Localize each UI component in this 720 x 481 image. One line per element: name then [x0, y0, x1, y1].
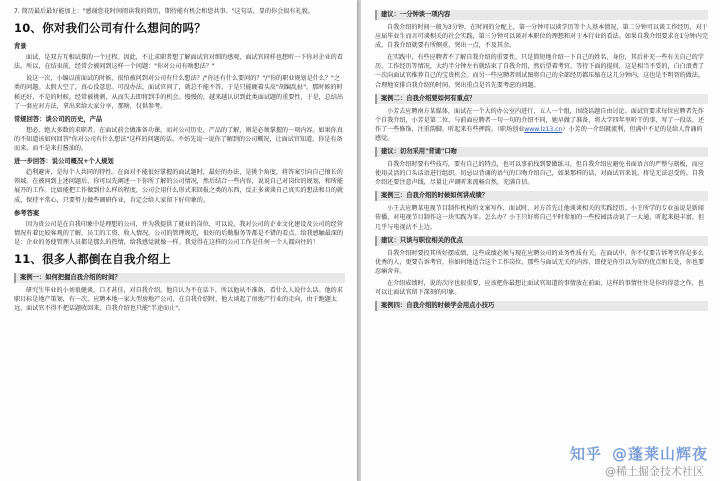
- suggestion-1-paragraph-1: 自我介绍的时间一般为3分钟，在时间的分配上，第一分钟可以谈学历等个人基本情况，第二分钟可以谈工作经历，对于应届毕业生而言可谈相关的社会实践，第三分钟可以谈对本职位的理想和对于本行业的看法。如果自我介绍要求在1分钟内完成，自我介绍就要有所侧重，突出一点，不及其余。: [375, 24, 708, 50]
- further-answer-title: 进一步回答：说公司概况+个人规划: [14, 158, 114, 166]
- suggestion-3-paragraph-2: 在介绍成绩时，说的次序也很重要，应该把你最想让面试官知道的事情放在前面，这样的事情往往是你的得意之作，也可以让面试官留下深刻的印象。: [375, 279, 704, 296]
- case-2-link[interactable]: www.lz13.cn: [524, 125, 563, 133]
- suggestion-2-title: 建议：切勿采用"背诵"口吻: [375, 147, 708, 157]
- case-2-paragraph: [375, 107, 708, 143]
- background-paragraph-2: 说这一次，小编以前面试的时候，很怕被问到对公司有什么想法？/"你还有什么要问的？"/"你的职业规划是什么？"之类的问题。太假大空了，真心没意思。可没办法，面试官问了，就总不能不答，于是只能硬着头皮"胡编乱扯"。那时候的时候还好，不是的时候，经常被挑刺，从而失去即将到手的机会。慢慢的，越来越认识到此类面试题的重要性，于是，总结出了一套应对方法，拿出来给大家分享，那啥，仅供参考。: [14, 75, 344, 110]
- case-3-paragraph: 小王去应聘某电视节目制作机构的文案写作，面试时，对方首先让他谈谈相关的实践经历。小王所学的专业虽说是新闻传播，对电视节目制作这一块实践为零。怎么办？小王只好将自己平时参加的一些校园活动说了一大通，听起来挺丰富，但几乎与电视沾不上边。: [375, 205, 705, 231]
- common-answer-title: 常规回答：谈公司的历史，产品: [14, 115, 103, 123]
- case-3-title: 案例三：自我介绍的时候如何讲成绩？: [375, 191, 708, 201]
- zhihu-logo: 知乎: [569, 444, 602, 463]
- reference-answer-paragraph: 因为贵公司是在自我印象中是理想的公司，并为我提供了就业的岗位，可以说，我对公司的企业文化建设及公司的经营情况有着比较客观的了解，员工的工资、收入情况，公司的管理规范，很好的后勤服务等都是不错的看点。给我感触最深的是：企业的务使管理人员都是那么的热情，给我感觉就像一样。我觉得在这样的公司工作是任何一个人都向往的！: [14, 220, 344, 246]
- common-answer-paragraph: 想必，绝大多数的求职者，在面试前会做准备功课，而对公司历史、产品的了解，则是必须掌握的一项内容。如果你真的不知道该如何回答"你对公司有什么想法"这样的问题的话，不妨先说一说你了解到的公司概况，让面试官知道，你是有备而来，而不是来打酱油的。: [14, 126, 343, 153]
- further-answer-paragraph: 趋利避害，是每个人共同的特性。在面对不能很好掌握的面试题时，最好的办法，是挑个角度，将答案引向自己擅长的领域。在被问到上述问题后，你可以先阐述一下你所了解的公司情况，然后结合一些内容，说说自己对岗位的规划，和所能展开的工作。比如能把工作做到什么样的程度，公司会用什么形式来回报之类的东西，反正多谈谈自己真实的想法和目的就成，保持平常心，只要努力做些调研作业，肯定会给人家留下好印象的。: [14, 169, 344, 204]
- watermark-author: @蓬莱山辉夜: [611, 444, 708, 463]
- background-paragraph-1: 面试，是双方互相试探的一个过程。因此，不让求职者想了解面试官对细的感观，面试官同样也想听一下你对企业的看法。所以，在结束前，经常会被问到这样一个问题："你对公司有啥想法？": [14, 54, 343, 71]
- left-page: [0, 0, 357, 481]
- suggestion-2-paragraph: 自我介绍时要有些技巧，要有自己的特点，也可以事前找到要做练习，但自我介绍应避免书面语言的严整与刻板，而应使用灵活的口头话语进行组织。切忌以背诵的语气的口吻介绍自己，如果那样的话，对面试官来说，将是无法忍受的。自我介绍还要注意声线，尽量让声调听来流畅自然，充满自信。: [375, 161, 705, 187]
- suggestion-1-paragraph-2: 在实践中，有些应聘者不了解自我介绍的重要性，只是简短地介绍一下自己的姓名、身份，其后补充一些有关自己的学历、工作经历等情况，大约半分钟左右就结束了自我介绍，然后望着考官，等待下面的提问，这是相当不妥的，白白浪费了一次向面试官推荐自己的宝贵机会。而另一些应聘者则试图将自己的全部经历都压缩在这几分钟内，这也是不明智的做法。合理地安排自我介绍的时间，突出重点是首先要考虑的问题。: [375, 54, 705, 89]
- case-1-paragraph: 研究生毕业的小刘很健谈，口才甚佳，对自我介绍，他自认为不在话下，所以他从不准备，看什么人说什么话。他的求职目标是地产策划，有一次，应聘本地一家大型房地产公司，在自我介绍时，他大谈起了房地产行业的走向，由于跑题太远，面试官不得不把话题收回来，自我介绍也只能"半途而止"。: [14, 286, 343, 313]
- suggestion-3-title: 建议：只谈与职位相关的优点: [375, 236, 708, 246]
- case-2-tail: ）小芳的一介绍就流利，但满中不足的是给人背诵的感觉。: [375, 125, 703, 142]
- suggestion-1-title: 建议：一分钟谈一项内容: [375, 10, 708, 20]
- case-2-title: 案例二：自我介绍要如何有重点？: [375, 94, 708, 104]
- watermark-community: @稀土掘金技术社区: [605, 464, 704, 478]
- case-4-title: 案例四：自我介绍的时候学会用点小技巧: [375, 301, 708, 311]
- case-2-text: 小芳去应聘南方某媒体，面试在一个大的办公室内进行，五人一个组，围绕话题自由讨论。面试官要求每位应聘者先作个自我介绍，小芳是第二位，与前面应聘者一句一句的介绍不同，她早做了准备，将大学四年里听干的事，写了一段话，还作了一些修饰，注重韵脚，听起来有些押韵。（职场创业: [375, 107, 705, 133]
- heading-question-10: 10、你对我们公司有什么想问的吗？: [14, 21, 206, 36]
- suggestion-3-paragraph-1: 自我介绍时要投其所好摆成绩，这些成绩必须与现在应聘公司的业务性质有关。在面试中，你不仅要告诉考官你是多么优秀的人，更要告诉考官，你如何地适合这个工作岗位，那些与面试无关的内容，即使是你引以为荣的优点和长处，你也要忍痛舍弃。: [375, 249, 705, 275]
- heading-question-11: 11、很多人都倒在自我介绍上: [14, 251, 171, 266]
- right-page: [361, 0, 720, 481]
- reference-answer-title: 参考答案: [14, 209, 40, 217]
- section-background-title: 背景: [14, 43, 27, 51]
- intro-note: 7. 简历最后最好能加上："感谢您花时间阅读我的简历，期待能有机会和您共事。"这句话，显的你会很有礼貌。: [14, 8, 314, 15]
- case-1-title: 案例一：如何把握自我介绍的时间？: [14, 273, 345, 283]
- watermark: [569, 444, 708, 463]
